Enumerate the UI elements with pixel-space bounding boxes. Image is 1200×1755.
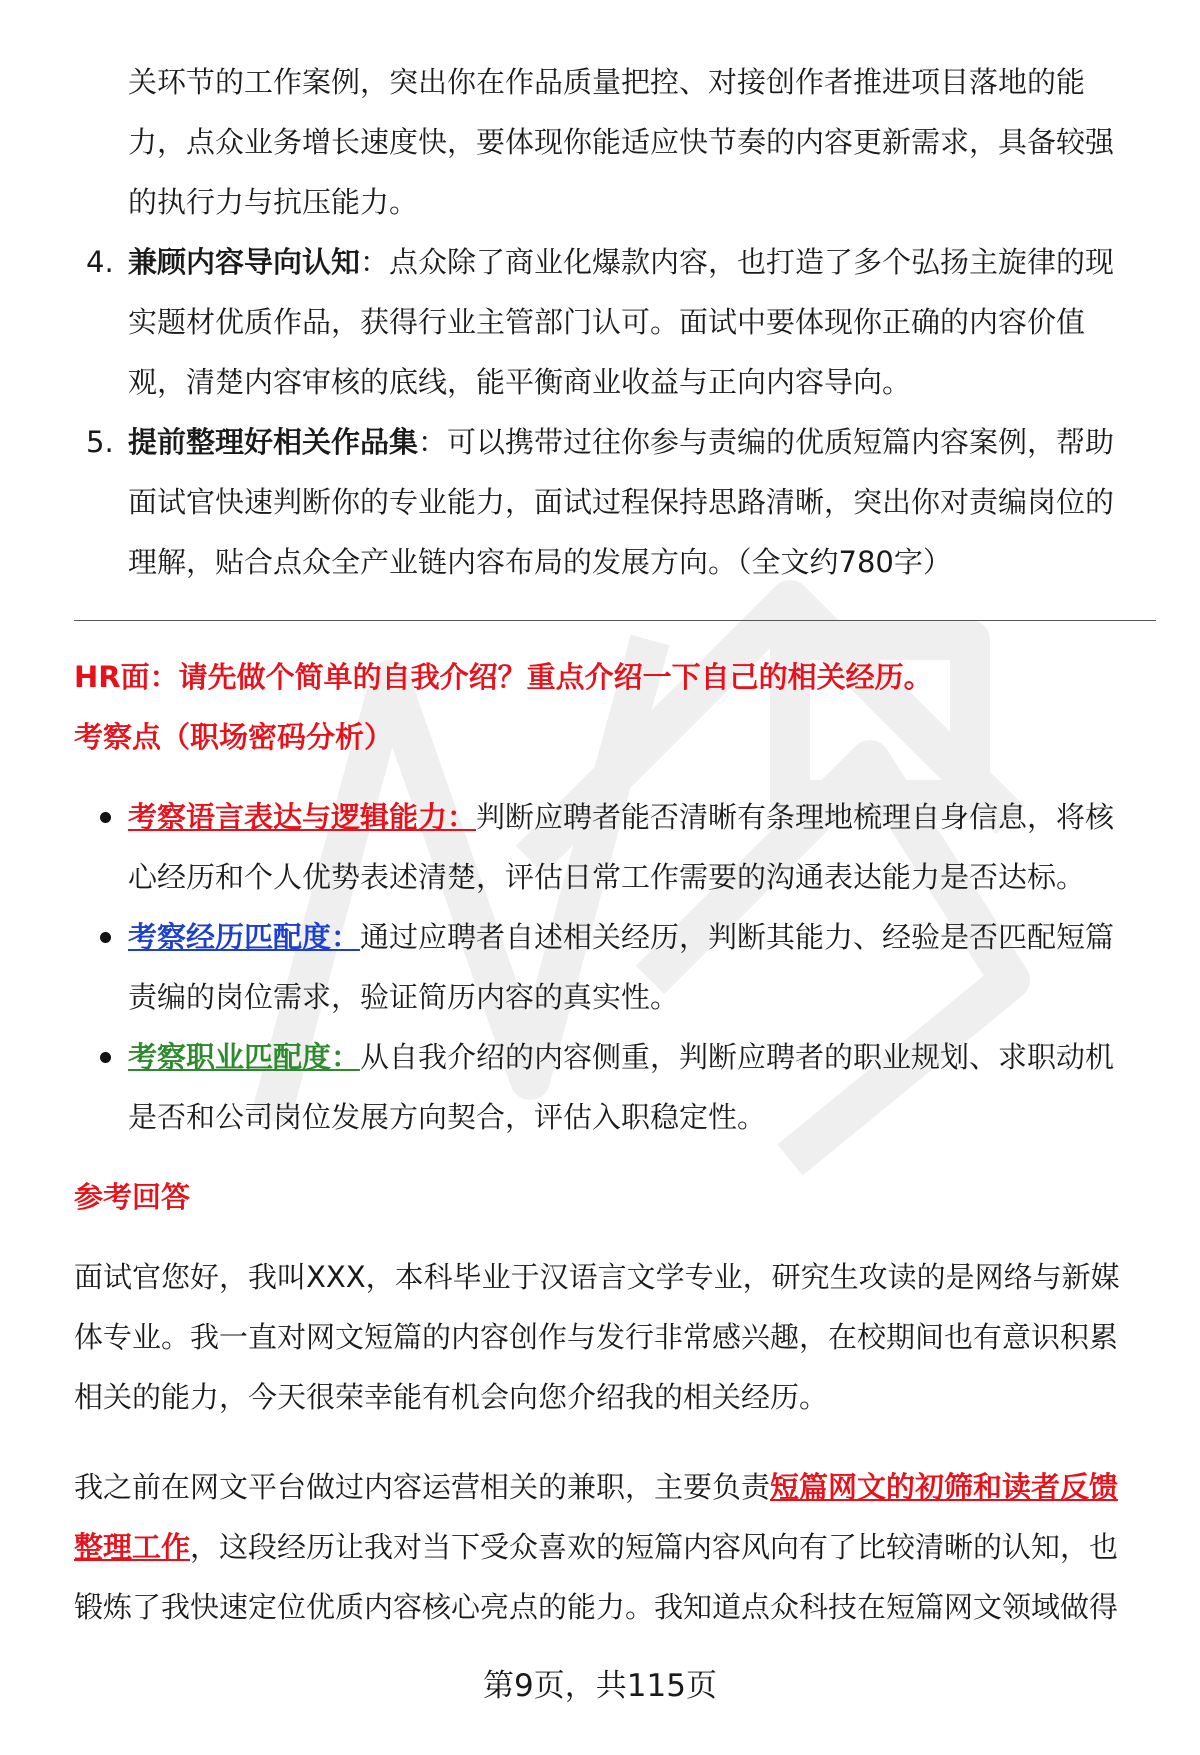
item-line — [128, 232, 1156, 292]
analysis-point — [74, 787, 1156, 907]
answer-paragraph-line: 体专业。我一直对网文短篇的内容创作与发行非常感兴趣，在校期间也有意识积累 — [74, 1320, 1119, 1354]
answer-paragraph-line: 锻炼了我快速定位优质内容核心亮点的能力。我知道点众科技在短篇网文领域做得 — [74, 1590, 1119, 1624]
item-separator: ： — [360, 245, 390, 279]
item-separator: ： — [418, 425, 448, 459]
bullet-dot — [100, 812, 111, 823]
numbered-item-4 — [74, 232, 1156, 412]
page-footer: 第9页，共115页 — [483, 1668, 717, 1704]
analysis-line — [128, 787, 1156, 847]
hr-question-heading: HR面：请先做个简单的自我介绍？重点介绍一下自己的相关经历。 — [74, 660, 933, 694]
analysis-text: 通过应聘者自述相关经历，判断其能力、经验是否匹配短篇 — [360, 920, 1115, 954]
analysis-point — [74, 1027, 1156, 1147]
answer-text: 我之前在网文平台做过内容运营相关的兼职，主要负责 — [74, 1470, 771, 1504]
item-text: 点众除了商业化爆款内容，也打造了多个弘扬主旋律的现 — [389, 245, 1115, 279]
analysis-label: 考察职业匹配度： — [128, 1040, 361, 1074]
document-body — [74, 52, 1156, 1637]
item-title: 提前整理好相关作品集 — [128, 425, 419, 459]
analysis-line: 责编的岗位需求，验证简历内容的真实性。 — [128, 980, 680, 1014]
item-line: 实题材优质作品，获得行业主管部门认可。面试中要体现你正确的内容价值 — [128, 305, 1086, 339]
item-text: 可以携带过往你参与责编的优质短篇内容案例，帮助 — [447, 425, 1115, 459]
item-number: 4. — [86, 245, 114, 279]
answer-text: ，这段经历让我对当下受众喜欢的短篇内容风向有了比较清晰的认知，也 — [190, 1530, 1119, 1564]
analysis-line: 心经历和个人优势表述清楚，评估日常工作需要的沟通表达能力是否达标。 — [128, 860, 1086, 894]
item-line — [128, 412, 1156, 472]
item-line: 面试官快速判断你的专业能力，面试过程保持思路清晰，突出你对责编岗位的 — [128, 485, 1115, 519]
analysis-text: 从自我介绍的内容侧重，判断应聘者的职业规划、求职动机 — [360, 1040, 1115, 1074]
analysis-line — [128, 1027, 1156, 1087]
answer-highlight: 整理工作 — [74, 1530, 191, 1564]
analysis-label: 考察经历匹配度： — [128, 920, 361, 954]
numbered-item-5 — [74, 412, 1156, 592]
answer-highlight: 短篇网文的初筛和读者反馈 — [770, 1470, 1119, 1504]
analysis-text: 判断应聘者能否清晰有条理地梳理自身信息，将核 — [476, 800, 1115, 834]
analysis-label: 考察语言表达与逻辑能力： — [128, 800, 477, 834]
item-line: 理解，贴合点众全产业链内容布局的发展方向。（全文约780字） — [128, 545, 952, 579]
item-number: 5. — [86, 425, 114, 459]
item-title: 兼顾内容导向认知 — [128, 245, 361, 279]
answer-paragraph-line: 相关的能力，今天很荣幸能有机会向您介绍我的相关经历。 — [74, 1380, 829, 1414]
bullet-dot — [100, 932, 111, 943]
item-line: 观，清楚内容审核的底线，能平衡商业收益与正向内容导向。 — [128, 365, 912, 399]
answer-paragraph-line — [74, 1457, 1156, 1517]
continuation-line: 关环节的工作案例，突出你在作品质量把控、对接创作者推进项目落地的能 — [128, 65, 1086, 99]
analysis-line: 是否和公司岗位发展方向契合，评估入职稳定性。 — [128, 1100, 767, 1134]
answer-heading: 参考回答 — [74, 1180, 191, 1214]
answer-paragraph-line — [74, 1517, 1156, 1577]
analysis-line — [128, 907, 1156, 967]
answer-paragraph-line: 面试官您好，我叫XXX，本科毕业于汉语言文学专业，研究生攻读的是网络与新媒 — [74, 1260, 1120, 1294]
analysis-point — [74, 907, 1156, 1027]
section-divider — [74, 620, 1156, 621]
continuation-line: 的执行力与抗压能力。 — [128, 185, 419, 219]
bullet-dot — [100, 1052, 111, 1063]
analysis-heading: 考察点（职场密码分析） — [74, 720, 394, 754]
continuation-line: 力，点众业务增长速度快，要体现你能适应快节奏的内容更新需求，具备较强 — [128, 125, 1115, 159]
